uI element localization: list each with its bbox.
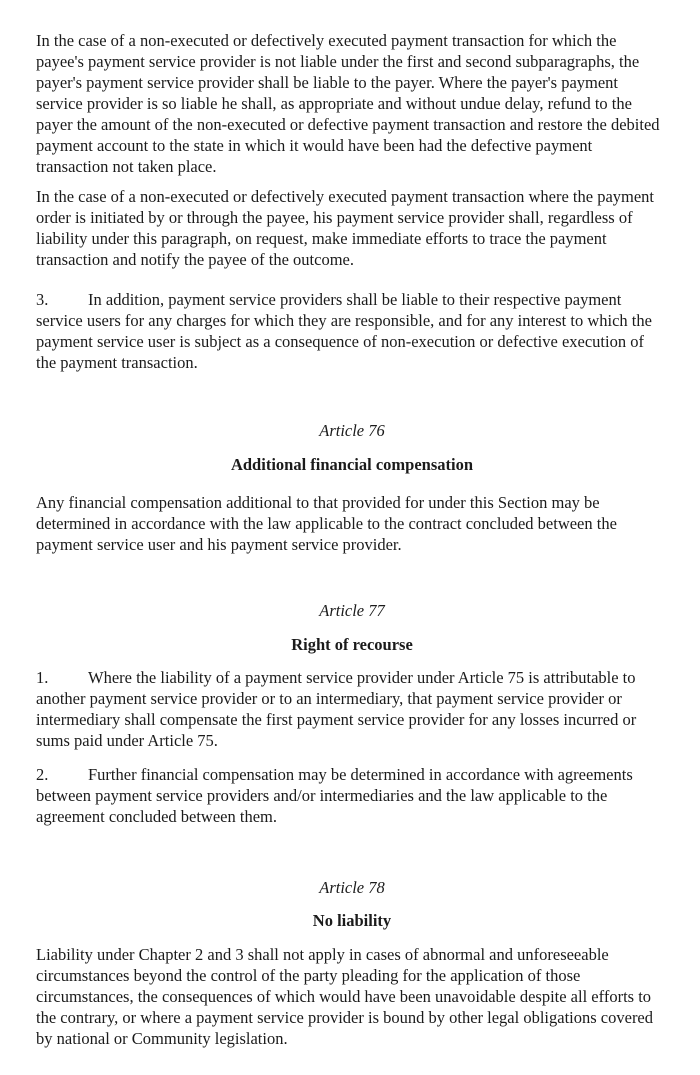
- paragraph-text: Further financial compensation may be determined in accordance with agreements between payment service providers and/or intermediaries and the law applicable to the agreement concluded between them.: [36, 765, 633, 826]
- paragraph-number: 1.: [36, 668, 49, 687]
- article-78-title: No liability: [312, 911, 392, 930]
- article-77-title: Right of recourse: [291, 635, 413, 654]
- paragraph-number: 3.: [36, 290, 49, 309]
- article-78-heading: Article 78: [319, 878, 385, 897]
- article-78-body: Liability under Chapter 2 and 3 shall not apply in cases of abnormal and unforeseeable circumstances beyond the control of the party pleading for the application of those circumstances, the consequences of which would have been unavoidable despite all efforts to the contrary, or where a payment service provider is bound by other legal obligations covered by national or Community legislation.: [36, 945, 654, 1048]
- paragraph-text: Where the liability of a payment service provider under Article 75 is attributable to another payment service provider or to an intermediary, that payment service provider or intermediary shall compensate the first payment service provider for any losses incurred or sums paid under Article 75.: [36, 668, 637, 750]
- numbered-paragraph-1: [36, 667, 668, 751]
- paragraph-text: In addition, payment service providers shall be liable to their respective payment service users for any charges for which they are responsible, and for any interest to which the payment service user is subject as a consequence of non-execution or defective execution of the payment transaction.: [36, 290, 652, 372]
- numbered-paragraph-3: [36, 289, 668, 373]
- paragraph-trace-transaction: In the case of a non-executed or defectively executed payment transaction where the payment order is initiated by or through the payee, his payment service provider shall, regardless of liability under this paragraph, on request, make immediate efforts to trace the payment transaction and notify the payee of the outcome.: [36, 187, 655, 269]
- article-76-heading: Article 76: [319, 421, 385, 440]
- article-76-title: Additional financial compensation: [230, 455, 474, 474]
- paragraph-liability-payer: In the case of a non-executed or defectively executed payment transaction for which the payee's payment service provider is not liable under the first and second subparagraphs, the payer's payment service provider shall be liable to the payer. Where the payer's payment service provider is so liable he shall, as appropriate and without undue delay, refund to the payer the amount of the non-executed or defective payment transaction and restore the debited payment account to the state in which it would have been had the defective payment transaction not taken place.: [36, 31, 660, 176]
- article-77-heading: Article 77: [319, 601, 385, 620]
- article-76-body: Any financial compensation additional to that provided for under this Section may be determined in accordance with the law applicable to the contract concluded between the payment service user and his payment service provider.: [36, 493, 617, 554]
- numbered-paragraph-2: [36, 764, 668, 827]
- paragraph-number: 2.: [36, 765, 49, 784]
